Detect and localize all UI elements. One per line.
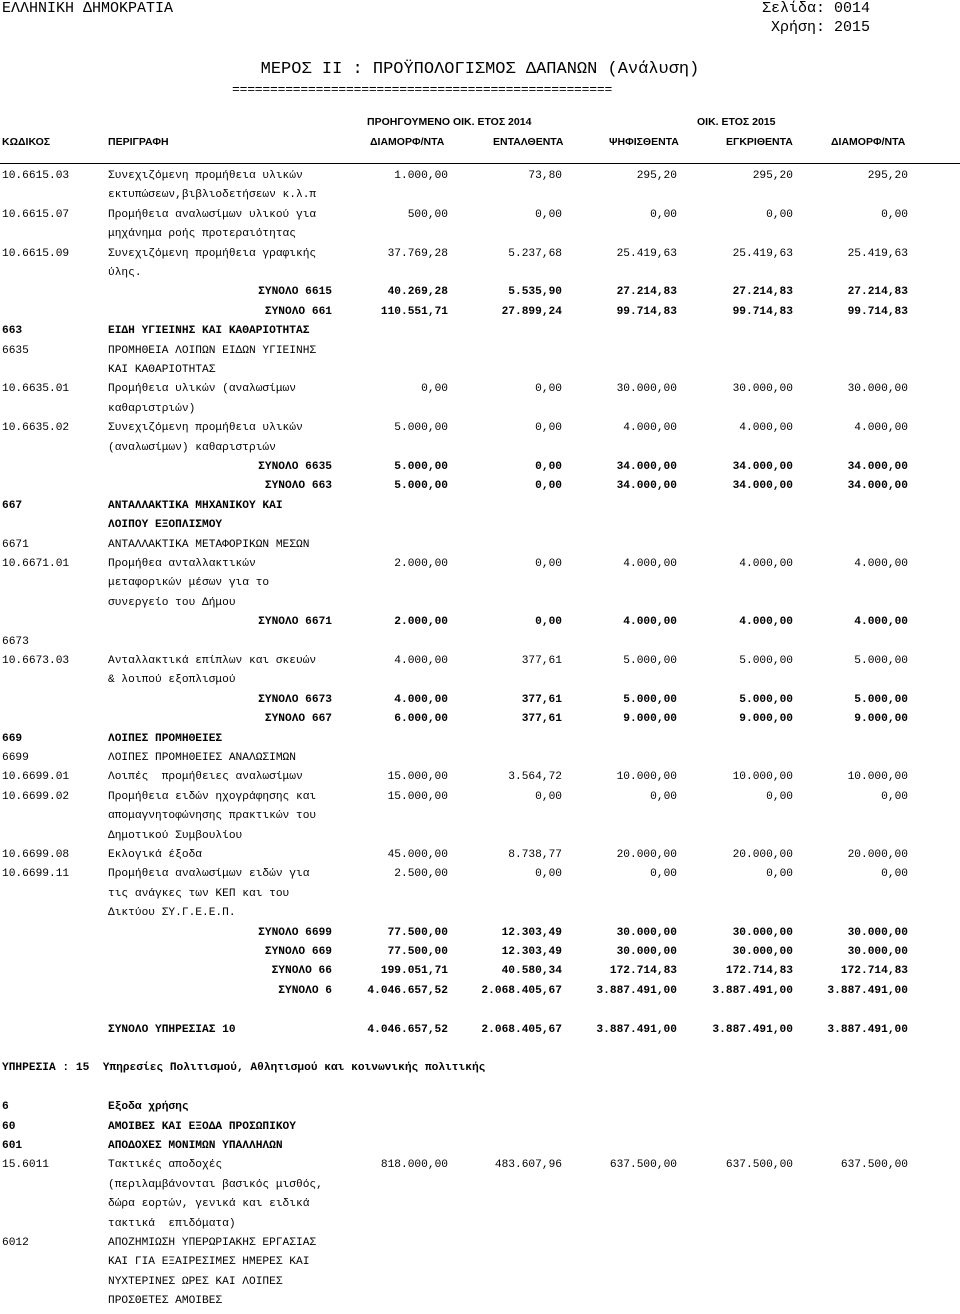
amount-col-4: 4.000,00 <box>739 558 793 570</box>
table-row <box>0 1140 960 1159</box>
amount-col-3: 5.000,00 <box>623 655 677 667</box>
col-c3: ΨΗΦΙΣΘΕΝΤΑ <box>609 136 679 148</box>
table-row <box>0 1237 960 1256</box>
account-description: ΠΡΟΜΗΘΕΙΑ ΛΟΙΠΩΝ ΕΙΔΩΝ ΥΓΙΕΙΝΗΣ <box>108 344 317 357</box>
amount-col-5: 4.000,00 <box>854 616 908 629</box>
account-code: 10.6699.02 <box>2 790 70 803</box>
amount-col-1: 4.046.657,52 <box>367 984 448 997</box>
total-row <box>0 985 960 1004</box>
table-row <box>0 383 960 402</box>
amount-col-4: 4.000,00 <box>739 422 793 435</box>
amount-col-3: 3.887.491,00 <box>596 984 677 997</box>
amount-col-3: 10.000,00 <box>616 771 677 784</box>
col-c2: ΕΝΤΑΛΘΕΝΤΑ <box>493 136 564 148</box>
total-row <box>0 306 960 325</box>
total-label: ΣΥΝΟΛΟ ΥΠΗΡΕΣΙΑΣ 10 <box>108 1023 236 1036</box>
amount-col-1: 45.000,00 <box>387 849 448 861</box>
amount-col-5: 34.000,00 <box>847 480 908 493</box>
amount-col-5: 3.887.491,00 <box>827 984 908 997</box>
table-row <box>0 1159 960 1178</box>
header-country: ΕΛΛΗΝΙΚΗ ΔΗΜΟΚΡΑΤΙΑ <box>2 0 174 17</box>
total-label: ΣΥΝΟΛΟ 6635 <box>258 461 332 473</box>
col-prev-year: ΠΡΟΗΓΟΥΜΕΝΟ ΟΙΚ. ΕΤΟΣ 2014 <box>367 116 532 128</box>
table-row <box>0 752 960 771</box>
account-description: (περιλαμβάνονται βασικός μισθός, <box>108 1178 323 1191</box>
table-row <box>0 830 960 849</box>
table-row <box>0 1101 960 1120</box>
amount-col-2: 5.535,90 <box>508 286 562 299</box>
table-row <box>0 888 960 907</box>
amount-col-3: 34.000,00 <box>616 480 677 493</box>
amount-col-4: 34.000,00 <box>732 461 793 473</box>
amount-col-5: 4.000,00 <box>854 422 908 435</box>
table-row <box>0 442 960 461</box>
amount-col-1: 40.269,28 <box>387 286 448 299</box>
account-description: ΑΜΟΙΒΕΣ ΚΑΙ ΕΞΟΔΑ ΠΡΟΣΩΠΙΚΟΥ <box>108 1120 296 1133</box>
table-row <box>0 345 960 364</box>
amount-col-3: 25.419,63 <box>616 247 677 260</box>
amount-col-5: 3.887.491,00 <box>827 1023 908 1036</box>
account-description: ΑΝΤΑΛΛΑΚΤΙΚΑ ΜΕΤΑΦΟΡΙΚΩΝ ΜΕΣΩΝ <box>108 538 310 551</box>
account-description: ΝΥΧΤΕΡΙΝΕΣ ΩΡΕΣ ΚΑΙ ΛΟΙΠΕΣ <box>108 1275 283 1288</box>
amount-col-3: 0,00 <box>650 790 677 803</box>
account-description: Προμήθεα ανταλλακτικών <box>108 558 256 570</box>
amount-col-2: 377,61 <box>521 693 562 706</box>
total-label: ΣΥΝΟΛΟ 667 <box>264 713 332 726</box>
total-label: ΣΥΝΟΛΟ 661 <box>264 305 332 318</box>
amount-col-4: 30.000,00 <box>732 946 793 958</box>
account-description: τακτικά επιδόματα) <box>108 1217 236 1230</box>
account-description: Εξοδα χρήσης <box>108 1101 189 1114</box>
table-row <box>0 422 960 441</box>
amount-col-5: 34.000,00 <box>847 461 908 473</box>
amount-col-2: 27.899,24 <box>501 305 562 318</box>
amount-col-1: 2.500,00 <box>394 868 448 881</box>
amount-col-4: 9.000,00 <box>739 713 793 726</box>
account-code: 10.6635.01 <box>2 383 70 396</box>
amount-col-3: 295,20 <box>636 170 677 182</box>
account-code: 10.6615.09 <box>2 247 70 260</box>
account-description: ΠΡΟΣΘΕΤΕΣ ΑΜΟΙΒΕΣ <box>108 1295 223 1308</box>
account-code: 10.6699.11 <box>2 868 70 881</box>
amount-col-1: 4.000,00 <box>394 655 448 667</box>
account-description: εκτυπώσεων,βιβλιοδετήσεων κ.λ.π <box>108 189 317 202</box>
amount-col-5: 0,00 <box>881 868 908 881</box>
account-description: ΑΠΟΖΗΜΙΩΣΗ ΥΠΕΡΩΡΙΑΚΗΣ ΕΡΓΑΣΙΑΣ <box>108 1237 317 1249</box>
table-row <box>0 248 960 267</box>
amount-col-1: 818.000,00 <box>380 1159 448 1172</box>
table-row <box>0 1121 960 1140</box>
amount-col-4: 5.000,00 <box>739 693 793 706</box>
amount-col-4: 5.000,00 <box>739 655 793 667</box>
amount-col-3: 637.500,00 <box>609 1159 677 1172</box>
amount-col-5: 637.500,00 <box>840 1159 908 1172</box>
page-number: Σελίδα: 0014 <box>761 0 870 17</box>
amount-col-3: 5.000,00 <box>623 693 677 706</box>
account-description: Εκλογικά έξοδα <box>108 849 202 861</box>
total-label: ΣΥΝΟΛΟ 6699 <box>258 926 332 939</box>
amount-col-3: 4.000,00 <box>623 558 677 570</box>
amount-col-2: 2.068.405,67 <box>481 1023 562 1036</box>
account-code: 10.6673.03 <box>2 655 70 667</box>
table-row <box>0 674 960 693</box>
account-description: μηχάνημα ροής προτεραιότητας <box>108 228 296 241</box>
amount-col-2: 0,00 <box>535 208 562 221</box>
amount-col-4: 30.000,00 <box>732 383 793 396</box>
account-code: 6012 <box>2 1237 29 1249</box>
amount-col-3: 4.000,00 <box>623 422 677 435</box>
amount-col-1: 15.000,00 <box>387 771 448 784</box>
table-row <box>0 1043 960 1062</box>
header-rule <box>0 163 960 164</box>
amount-col-5: 30.000,00 <box>847 383 908 396</box>
table-row <box>0 228 960 247</box>
amount-col-3: 99.714,83 <box>616 305 677 318</box>
table-row <box>0 1256 960 1275</box>
total-row <box>0 1024 960 1043</box>
account-description: συνεργείο του Δήμου <box>108 596 236 609</box>
amount-col-4: 34.000,00 <box>732 480 793 493</box>
col-c4: ΕΓΚΡΙΘΕΝΤΑ <box>726 136 793 148</box>
account-code: 6635 <box>2 344 29 357</box>
account-code: 6 <box>2 1101 9 1114</box>
total-label: ΣΥΝΟΛΟ 6615 <box>258 286 332 299</box>
amount-col-2: 12.303,49 <box>501 946 562 958</box>
table-row <box>0 267 960 286</box>
amount-col-3: 172.714,83 <box>609 965 677 978</box>
amount-col-4: 0,00 <box>766 868 793 881</box>
col-desc: ΠΕΡΙΓΡΑΦΗ <box>108 136 169 148</box>
amount-col-2: 377,61 <box>521 655 562 667</box>
table-row <box>0 810 960 829</box>
amount-col-1: 77.500,00 <box>387 926 448 939</box>
account-description: ΕΙΔΗ ΥΓΙΕΙΝΗΣ ΚΑΙ ΚΑΘΑΡΙΟΤΗΤΑΣ <box>108 325 310 338</box>
amount-col-5: 4.000,00 <box>854 558 908 570</box>
account-description: (αναλωσίμων) καθαριστριών <box>108 441 276 454</box>
amount-col-2: 0,00 <box>535 868 562 881</box>
account-description: Δικτύου ΣΥ.Γ.Ε.Ε.Π. <box>108 907 236 920</box>
amount-col-4: 295,20 <box>752 170 793 182</box>
account-description: μεταφορικών μέσων για το <box>108 577 270 590</box>
table-row <box>0 1198 960 1217</box>
amount-col-4: 172.714,83 <box>725 965 793 978</box>
table-row <box>0 1062 960 1081</box>
amount-col-2: 73,80 <box>528 170 562 182</box>
table-row <box>0 364 960 383</box>
amount-col-2: 483.607,96 <box>494 1159 562 1172</box>
account-description: Προμήθεια αναλωσίμων ειδών για <box>108 868 310 881</box>
amount-col-2: 8.738,77 <box>508 849 562 861</box>
account-description: Συνεχιζόμενη προμήθεια γραφικής <box>108 247 317 260</box>
amount-col-2: 0,00 <box>535 558 562 570</box>
amount-col-3: 30.000,00 <box>616 946 677 958</box>
table-row <box>0 733 960 752</box>
total-label: ΣΥΝΟΛΟ 6 <box>278 984 332 997</box>
amount-col-4: 3.887.491,00 <box>712 1023 793 1036</box>
account-description: Συνεχιζόμενη προμήθεια υλικών <box>108 170 303 182</box>
account-code: 6673 <box>2 635 29 648</box>
table-row <box>0 519 960 538</box>
amount-col-1: 2.000,00 <box>394 616 448 629</box>
amount-col-3: 0,00 <box>650 868 677 881</box>
amount-col-4: 30.000,00 <box>732 926 793 939</box>
amount-col-4: 0,00 <box>766 790 793 803</box>
table-row <box>0 791 960 810</box>
amount-col-5: 27.214,83 <box>847 286 908 299</box>
account-description: απομαγνητοφώνησης πρακτικών του <box>108 810 317 823</box>
amount-col-1: 5.000,00 <box>394 422 448 435</box>
table-row <box>0 868 960 887</box>
total-label: ΣΥΝΟΛΟ 663 <box>264 480 332 493</box>
table-row <box>0 209 960 228</box>
total-label: ΣΥΝΟΛΟ 6671 <box>258 616 332 629</box>
amount-col-5: 25.419,63 <box>847 247 908 260</box>
account-description: Ανταλλακτικά επίπλων και σκευών <box>108 655 317 667</box>
amount-col-1: 1.000,00 <box>394 170 448 182</box>
col-c1: ΔΙΑΜΟΡΦ/ΝΤΑ <box>370 136 445 148</box>
service-heading: ΥΠΗΡΕΣΙΑ : 15 Υπηρεσίες Πολιτισμού, Αθλητισμού και κοινωνικής πολιτικής <box>2 1062 486 1075</box>
amount-col-5: 9.000,00 <box>854 713 908 726</box>
total-label: ΣΥΝΟΛΟ 66 <box>271 965 332 978</box>
total-row <box>0 946 960 965</box>
total-row <box>0 713 960 732</box>
account-description: ΛΟΙΠΟΥ ΕΞΟΠΛΙΣΜΟΥ <box>108 519 223 532</box>
amount-col-1: 0,00 <box>421 383 448 396</box>
amount-col-1: 110.551,71 <box>380 305 448 318</box>
page-title: ΜΕΡΟΣ ΙΙ : ΠΡΟΫΠΟΛΟΓΙΣΜΟΣ ΔΑΠΑΝΩΝ (Ανάλυση) <box>260 60 700 79</box>
table-row <box>0 500 960 519</box>
amount-col-4: 10.000,00 <box>732 771 793 784</box>
amount-col-2: 0,00 <box>535 616 562 629</box>
amount-col-3: 34.000,00 <box>616 461 677 473</box>
amount-col-3: 30.000,00 <box>616 926 677 939</box>
account-description: ΛΟΙΠΕΣ ΠΡΟΜΗΘΕΙΕΣ <box>108 732 223 745</box>
table-row <box>0 1295 960 1314</box>
account-description: Προμήθεια αναλωσίμων υλικού για <box>108 208 317 221</box>
amount-col-4: 25.419,63 <box>732 247 793 260</box>
account-code: 669 <box>2 732 23 745</box>
total-label: ΣΥΝΟΛΟ 669 <box>264 946 332 958</box>
amount-col-1: 5.000,00 <box>394 480 448 493</box>
total-row <box>0 480 960 499</box>
table-row <box>0 907 960 926</box>
account-description: καθαριστριών) <box>108 402 196 415</box>
amount-col-4: 27.214,83 <box>732 286 793 299</box>
account-code: 601 <box>2 1140 23 1152</box>
account-code: 10.6615.07 <box>2 208 70 221</box>
account-code: 6699 <box>2 752 29 764</box>
total-row <box>0 461 960 480</box>
amount-col-2: 12.303,49 <box>501 926 562 939</box>
amount-col-5: 5.000,00 <box>854 693 908 706</box>
amount-col-4: 20.000,00 <box>732 849 793 861</box>
table-row <box>0 771 960 790</box>
amount-col-5: 30.000,00 <box>847 926 908 939</box>
amount-col-1: 4.000,00 <box>394 693 448 706</box>
table-row <box>0 577 960 596</box>
total-row <box>0 965 960 984</box>
account-description: Δημοτικού Συμβουλίου <box>108 829 243 842</box>
amount-col-2: 0,00 <box>535 422 562 435</box>
col-cur-year: ΟΙΚ. ΕΤΟΣ 2015 <box>697 116 776 128</box>
amount-col-1: 2.000,00 <box>394 558 448 570</box>
col-code: ΚΩΔΙΚΟΣ <box>2 136 51 148</box>
amount-col-2: 3.564,72 <box>508 771 562 784</box>
table-row <box>0 325 960 344</box>
amount-col-5: 20.000,00 <box>847 849 908 861</box>
amount-col-1: 15.000,00 <box>387 790 448 803</box>
account-description: & λοιπού εξοπλισμού <box>108 674 236 687</box>
account-code: 10.6615.03 <box>2 170 70 182</box>
total-row <box>0 927 960 946</box>
amount-col-2: 377,61 <box>521 713 562 726</box>
total-row <box>0 286 960 305</box>
amount-col-1: 5.000,00 <box>394 461 448 473</box>
account-description: ΑΠΟΔΟΧΕΣ ΜΟΝΙΜΩΝ ΥΠΑΛΛΗΛΩΝ <box>108 1140 283 1152</box>
amount-col-5: 5.000,00 <box>854 655 908 667</box>
amount-col-3: 3.887.491,00 <box>596 1023 677 1036</box>
account-code: 667 <box>2 499 23 512</box>
account-code: 6671 <box>2 538 29 551</box>
table-row <box>0 1082 960 1101</box>
table-row <box>0 189 960 208</box>
amount-col-3: 20.000,00 <box>616 849 677 861</box>
amount-col-4: 0,00 <box>766 208 793 221</box>
amount-col-2: 0,00 <box>535 790 562 803</box>
amount-col-5: 99.714,83 <box>847 305 908 318</box>
account-code: 663 <box>2 325 23 338</box>
account-description: τις ανάγκες των ΚΕΠ και του <box>108 887 290 900</box>
amount-col-4: 4.000,00 <box>739 616 793 629</box>
amount-col-4: 637.500,00 <box>725 1159 793 1172</box>
account-code: 15.6011 <box>2 1159 49 1172</box>
amount-col-1: 77.500,00 <box>387 946 448 958</box>
account-description: Προμήθεια υλικών (αναλωσίμων <box>108 383 296 396</box>
account-description: ύλης. <box>108 267 142 279</box>
account-description: Τακτικές αποδοχές <box>108 1159 223 1172</box>
amount-col-1: 199.051,71 <box>380 965 448 978</box>
account-description: Λοιπές προμήθειες αναλωσίμων <box>108 771 303 784</box>
account-description: ΚΑΙ ΓΙΑ ΕΞΑΙΡΕΣΙΜΕΣ ΗΜΕΡΕΣ ΚΑΙ <box>108 1256 310 1269</box>
amount-col-5: 10.000,00 <box>847 771 908 784</box>
amount-col-3: 30.000,00 <box>616 383 677 396</box>
table-row <box>0 1276 960 1295</box>
amount-col-2: 5.237,68 <box>508 247 562 260</box>
account-description: δώρα εορτών, γενικά και ειδικά <box>108 1198 310 1211</box>
account-description: Συνεχιζόμενη προμήθεια υλικών <box>108 422 303 435</box>
account-description: ΛΟΙΠΕΣ ΠΡΟΜΗΘΕΙΕΣ ΑΝΑΛΩΣΙΜΩΝ <box>108 752 296 764</box>
col-c5: ΔΙΑΜΟΡΦ/ΝΤΑ <box>831 136 906 148</box>
amount-col-3: 0,00 <box>650 208 677 221</box>
account-code: 10.6699.08 <box>2 849 70 861</box>
amount-col-2: 0,00 <box>535 383 562 396</box>
table-row <box>0 597 960 616</box>
total-label: ΣΥΝΟΛΟ 6673 <box>258 693 332 706</box>
amount-col-4: 99.714,83 <box>732 305 793 318</box>
table-row <box>0 636 960 655</box>
table-row <box>0 849 960 868</box>
amount-col-3: 27.214,83 <box>616 286 677 299</box>
table-row <box>0 655 960 674</box>
amount-col-5: 30.000,00 <box>847 946 908 958</box>
amount-col-4: 3.887.491,00 <box>712 984 793 997</box>
table-row <box>0 1004 960 1023</box>
account-code: 10.6699.01 <box>2 771 70 784</box>
account-code: 60 <box>2 1120 16 1133</box>
amount-col-5: 0,00 <box>881 790 908 803</box>
amount-col-2: 2.068.405,67 <box>481 984 562 997</box>
table-row <box>0 539 960 558</box>
total-row <box>0 694 960 713</box>
title-underline: ================================================== <box>232 82 613 97</box>
fiscal-year: Χρήση: 2015 <box>770 19 870 36</box>
account-description: Προμήθεια ειδών ηχογράφησης και <box>108 790 317 803</box>
table-row <box>0 1179 960 1198</box>
table-row <box>0 558 960 577</box>
account-description: ΑΝΤΑΛΛΑΚΤΙΚΑ ΜΗΧΑΝΙΚΟΥ ΚΑΙ <box>108 499 283 512</box>
amount-col-1: 500,00 <box>407 208 448 221</box>
table-row <box>0 1218 960 1237</box>
account-code: 10.6671.01 <box>2 558 70 570</box>
table-row <box>0 403 960 422</box>
amount-col-2: 40.580,34 <box>501 965 562 978</box>
amount-col-2: 0,00 <box>535 480 562 493</box>
total-row <box>0 616 960 635</box>
amount-col-1: 37.769,28 <box>387 247 448 260</box>
account-description: ΚΑΙ ΚΑΘΑΡΙΟΤΗΤΑΣ <box>108 364 216 376</box>
amount-col-5: 0,00 <box>881 208 908 221</box>
amount-col-1: 4.046.657,52 <box>367 1023 448 1036</box>
account-code: 10.6635.02 <box>2 422 70 435</box>
amount-col-5: 295,20 <box>867 170 908 182</box>
amount-col-3: 9.000,00 <box>623 713 677 726</box>
table-row <box>0 170 960 189</box>
amount-col-3: 4.000,00 <box>623 616 677 629</box>
amount-col-2: 0,00 <box>535 461 562 473</box>
amount-col-1: 6.000,00 <box>394 713 448 726</box>
amount-col-5: 172.714,83 <box>840 965 908 978</box>
